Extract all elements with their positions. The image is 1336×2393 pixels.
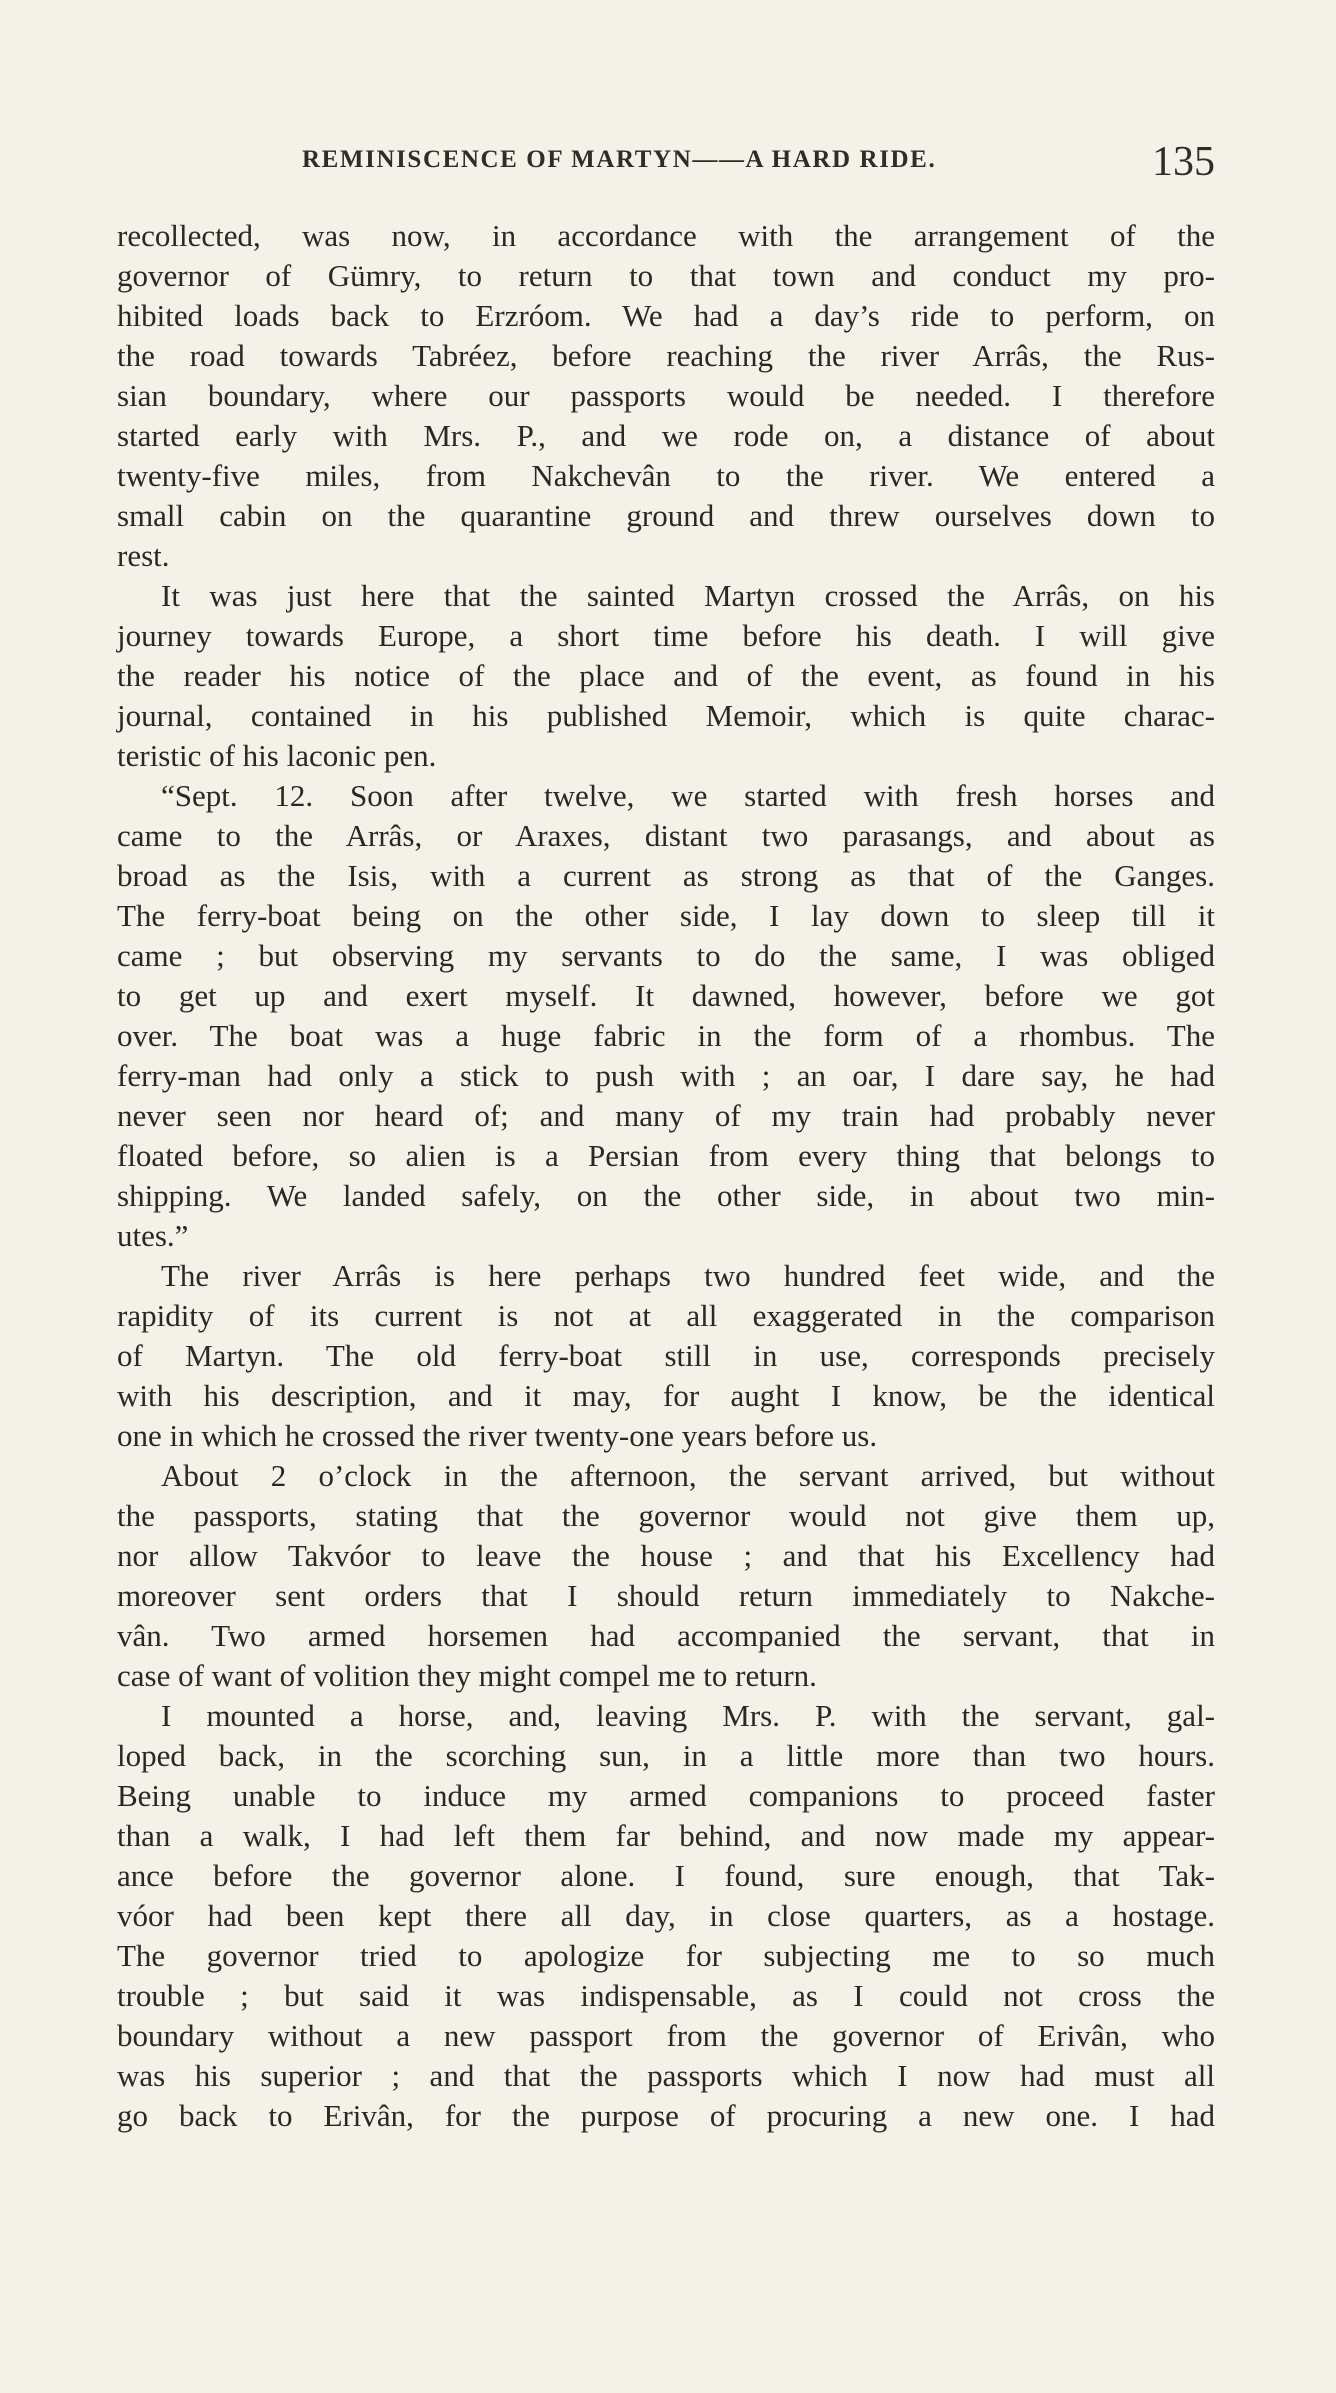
text-line: case of want of volition they might compel me to return. (117, 1658, 817, 1693)
text-line: About 2 o’clock in the afternoon, the servant arrived, but without (161, 1458, 1215, 1493)
text-line: never seen nor heard of; and many of my train had probably never (117, 1098, 1215, 1133)
text-line: than a walk, I had left them far behind, and now made my appear- (117, 1818, 1215, 1853)
text-line: “Sept. 12. Soon after twelve, we started with fresh horses and (161, 778, 1215, 813)
text-line: started early with Mrs. P., and we rode on, a distance of about (117, 418, 1215, 453)
text-line: I mounted a horse, and, leaving Mrs. P. with the servant, gal- (161, 1698, 1215, 1733)
text-line: came ; but observing my servants to do the same, I was obliged (117, 938, 1215, 973)
text-line: ance before the governor alone. I found, sure enough, that Tak- (117, 1858, 1215, 1893)
running-head (117, 138, 1215, 188)
text-line: small cabin on the quarantine ground and threw ourselves down to (117, 498, 1215, 533)
text-line: with his description, and it may, for aught I know, be the identical (117, 1378, 1215, 1413)
text-line: over. The boat was a huge fabric in the form of a rhombus. The (117, 1018, 1215, 1053)
text-line: to get up and exert myself. It dawned, however, before we got (117, 978, 1215, 1013)
text-line: rest. (117, 538, 170, 573)
text-line: Being unable to induce my armed companions to proceed faster (117, 1778, 1215, 1813)
text-line: teristic of his laconic pen. (117, 738, 437, 773)
text-line: of Martyn. The old ferry-boat still in use, corresponds precisely (117, 1338, 1215, 1373)
text-line: one in which he crossed the river twenty-one years before us. (117, 1418, 878, 1453)
text-line: the reader his notice of the place and of the event, as found in his (117, 658, 1215, 693)
text-line: sian boundary, where our passports would be needed. I therefore (117, 378, 1215, 413)
running-title: REMINISCENCE OF MARTYN——A HARD RIDE. (302, 146, 937, 173)
text-line: trouble ; but said it was indispensable, as I could not cross the (117, 1978, 1215, 2013)
text-line: broad as the Isis, with a current as strong as that of the Ganges. (117, 858, 1215, 893)
text-line: floated before, so alien is a Persian from every thing that belongs to (117, 1138, 1215, 1173)
text-line: journey towards Europe, a short time before his death. I will give (117, 618, 1215, 653)
text-line: go back to Erivân, for the purpose of procuring a new one. I had (117, 2098, 1215, 2133)
text-line: came to the Arrâs, or Araxes, distant two parasangs, and about as (117, 818, 1215, 853)
page-number: 135 (1152, 139, 1215, 185)
text-line: recollected, was now, in accordance with the arrangement of the (117, 218, 1215, 253)
text-line: loped back, in the scorching sun, in a little more than two hours. (117, 1738, 1215, 1773)
text-line: was his superior ; and that the passports which I now had must all (117, 2058, 1215, 2093)
text-line: the road towards Tabréez, before reaching the river Arrâs, the Rus- (117, 338, 1215, 373)
text-line: vóor had been kept there all day, in close quarters, as a hostage. (117, 1898, 1215, 1933)
text-line: vân. Two armed horsemen had accompanied the servant, that in (117, 1618, 1215, 1653)
text-line: governor of Gümry, to return to that town and conduct my pro- (117, 258, 1215, 293)
text-line: moreover sent orders that I should return immediately to Nakche- (117, 1578, 1215, 1613)
text-line: shipping. We landed safely, on the other side, in about two min- (117, 1178, 1215, 1213)
text-line: rapidity of its current is not at all exaggerated in the comparison (117, 1298, 1215, 1333)
text-line: journal, contained in his published Memoir, which is quite charac- (117, 698, 1215, 733)
text-line: hibited loads back to Erzróom. We had a day’s ride to perform, on (117, 298, 1215, 333)
text-line: ferry-man had only a stick to push with ; an oar, I dare say, he had (117, 1058, 1215, 1093)
text-line: nor allow Takvóor to leave the house ; and that his Excellency had (117, 1538, 1215, 1573)
text-line: It was just here that the sainted Martyn crossed the Arrâs, on his (161, 578, 1215, 613)
text-line: the passports, stating that the governor would not give them up, (117, 1498, 1215, 1533)
text-line: boundary without a new passport from the governor of Erivân, who (117, 2018, 1215, 2053)
body-text (117, 216, 1215, 2136)
text-line: The ferry-boat being on the other side, I lay down to sleep till it (117, 898, 1215, 933)
text-line: utes.” (117, 1218, 189, 1253)
text-line: The governor tried to apologize for subjecting me to so much (117, 1938, 1215, 1973)
text-line: twenty-five miles, from Nakchevân to the river. We entered a (117, 458, 1215, 493)
text-line: The river Arrâs is here perhaps two hundred feet wide, and the (161, 1258, 1215, 1293)
